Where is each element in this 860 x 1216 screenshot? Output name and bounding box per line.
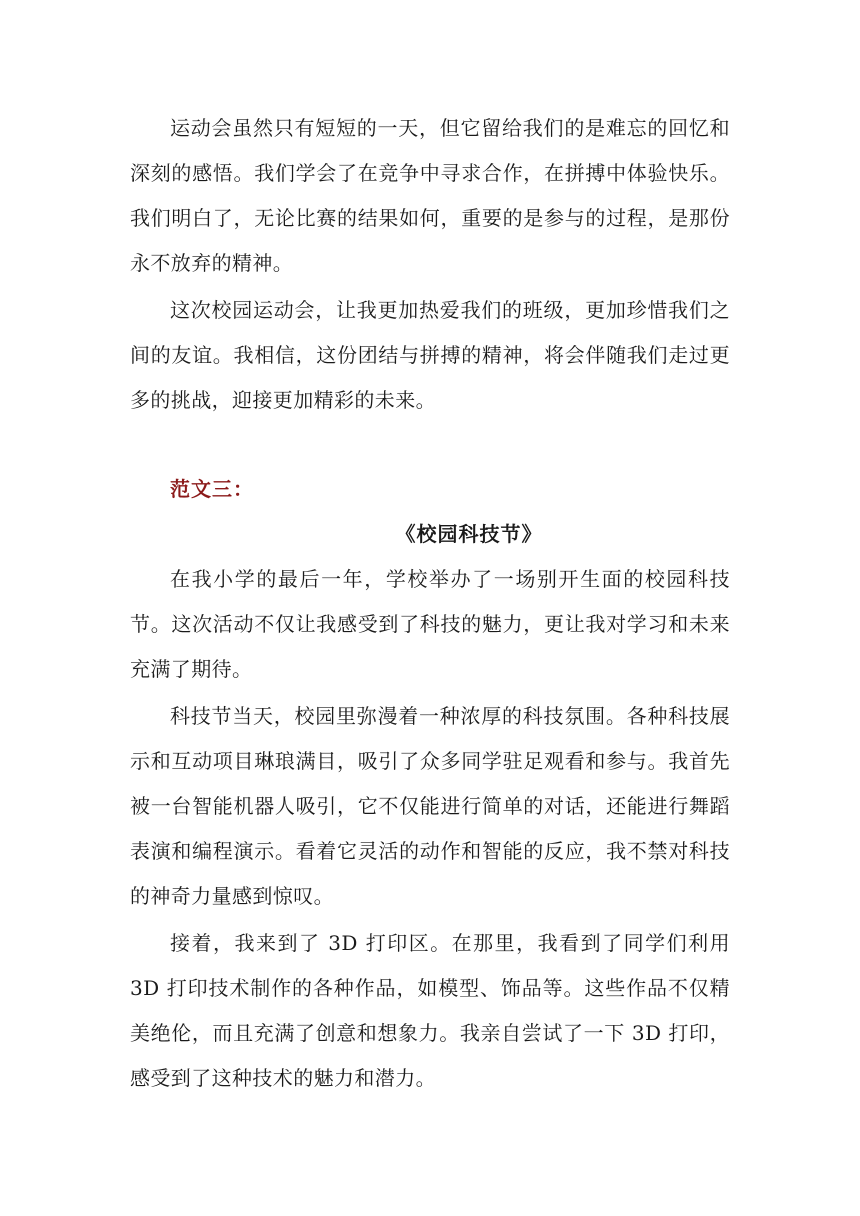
paragraph-3d-printing: 接着，我来到了 3D 打印区。在那里，我看到了同学们利用 3D 打印技术制作的各种作品，如模型、饰品等。这些作品不仅精美绝伦，而且充满了创意和想象力。我亲自尝试了一下 3D 打印，感受到了这种技术的魅力和潜力。 [130, 931, 730, 1090]
paragraph-sports-reflection: 运动会虽然只有短短的一天，但它留给我们的是难忘的回忆和深刻的感悟。我们学会了在竞争中寻求合作，在拼搏中体验快乐。我们明白了，无论比赛的结果如何，重要的是参与的过程，是那份永不放弃的精神。 [130, 116, 730, 275]
paragraph-robot: 科技节当天，校园里弥漫着一种浓厚的科技氛围。各种科技展示和互动项目琳琅满目，吸引了众多同学驻足观看和参与。我首先被一台智能机器人吸引，它不仅能进行简单的对话，还能进行舞蹈表演和编程演示。看着它灵活的动作和智能的反应，我不禁对科技的神奇力量感到惊叹。 [130, 704, 730, 908]
document-body [130, 106, 730, 1101]
paragraph-intro: 在我小学的最后一年，学校举办了一场别开生面的校园科技节。这次活动不仅让我感受到了科技的魅力，更让我对学习和未来充满了期待。 [130, 567, 730, 681]
section-label: 范文三： [170, 477, 254, 501]
paragraph-sports-conclusion: 这次校园运动会，让我更加热爱我们的班级，更加珍惜我们之间的友谊。我相信，这份团结与拼搏的精神，将会伴随我们走过更多的挑战，迎接更加精彩的未来。 [130, 298, 730, 412]
essay-title: 《校园科技节》 [395, 522, 543, 546]
